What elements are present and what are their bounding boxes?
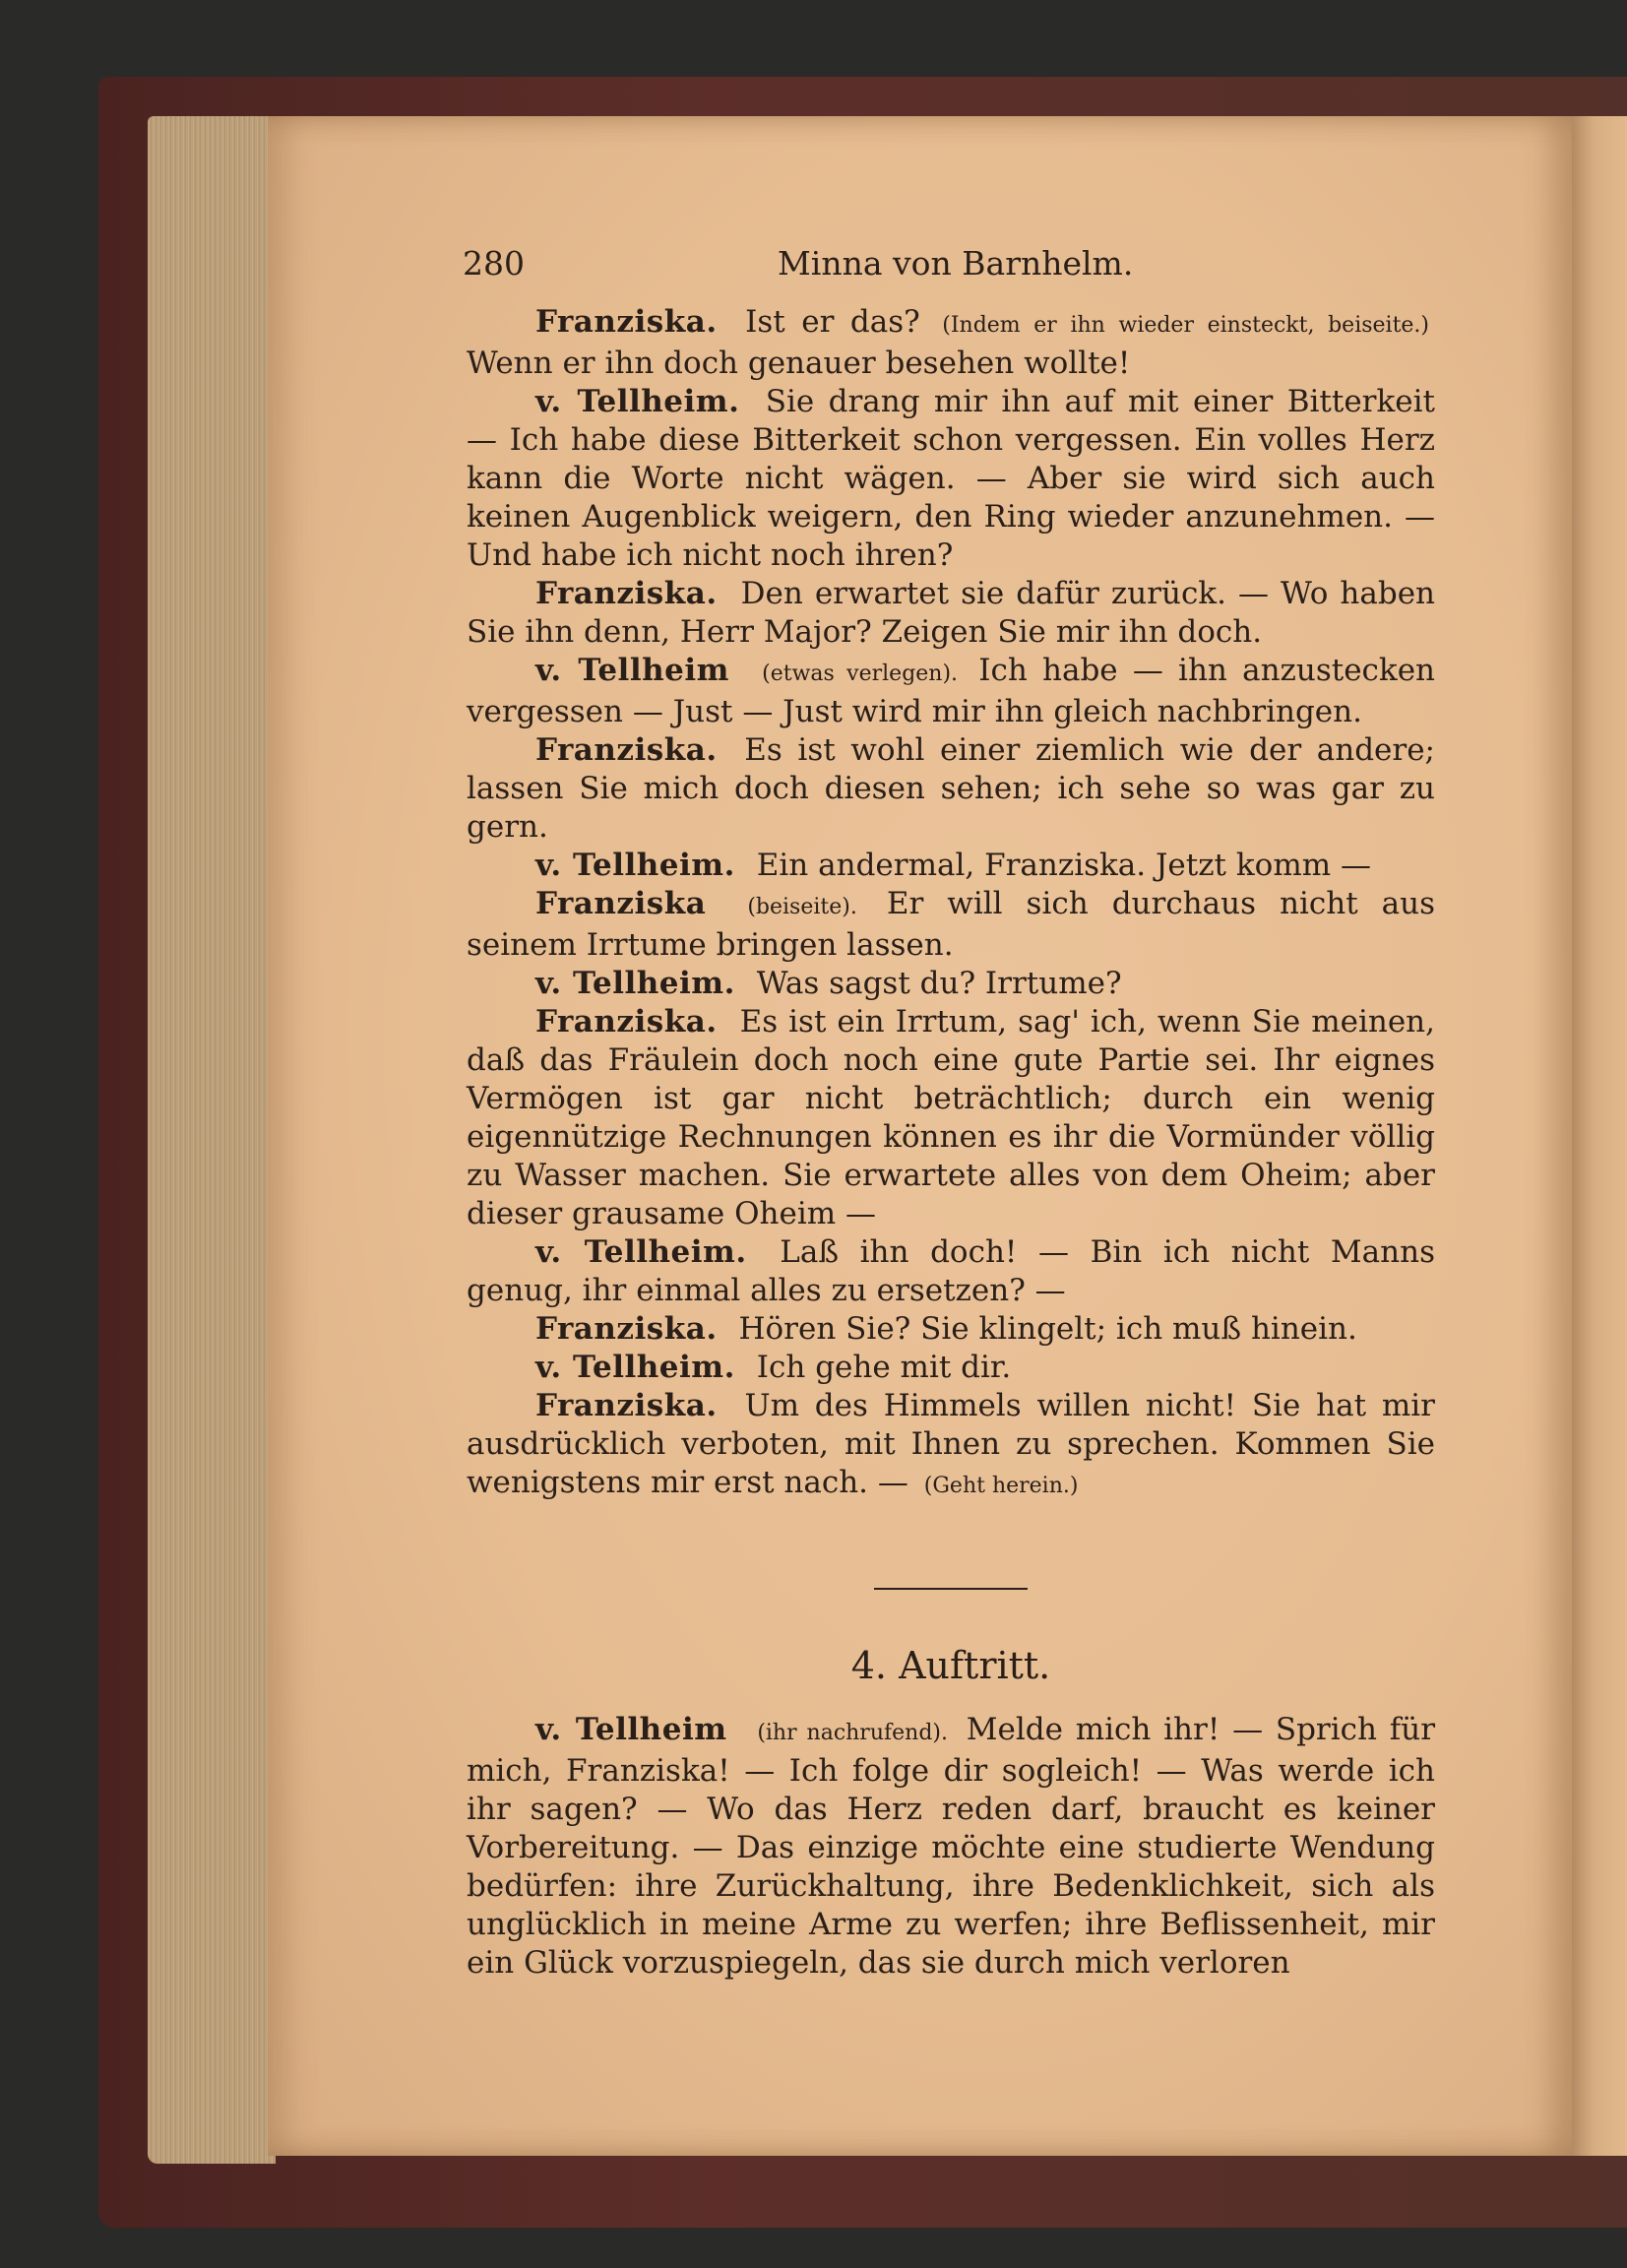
dialogue-text: Wenn er ihn doch genauer besehen wollte! <box>467 346 1131 381</box>
dialogue-paragraph <box>467 1711 1435 1983</box>
dialogue-text: Es ist wohl einer ziemlich wie der andere; lassen Sie mich doch diesen sehen; ich sehe so was gar zu gern. <box>467 732 1436 845</box>
dialogue-paragraph <box>467 965 1435 1003</box>
stage-direction: (beiseite). <box>747 895 857 919</box>
dialogue-text: Hören Sie? Sie klingelt; ich muß hinein. <box>738 1311 1357 1347</box>
dialogue-paragraph <box>467 1003 1435 1233</box>
speaker-name: v. Tellheim. <box>535 848 735 883</box>
section-divider <box>874 1588 1028 1590</box>
dialogue-paragraph <box>467 1233 1435 1310</box>
speaker-name: Franziska. <box>535 1311 718 1347</box>
dialogue-paragraph <box>467 1310 1435 1349</box>
dialogue-text: Sie drang mir ihn auf mit einer Bitterkeit — Ich habe diese Bitterkeit schon vergessen. Ein volles Herz kann die Worte nicht wägen. — Aber sie wird sich auch keinen Augenblick weigern, den Ring wieder anzunehmen. — Und habe ich nicht noch ihren? <box>467 384 1436 573</box>
dialogue-text: Ist er das? <box>745 304 920 340</box>
scene-heading: 4. Auftritt. <box>850 1644 1051 1687</box>
dialogue-text: Ich gehe mit dir. <box>756 1350 1012 1385</box>
speaker-name: v. Tellheim. <box>535 966 735 1001</box>
stage-direction: (ihr nachrufend). <box>757 1721 948 1745</box>
speaker-name: Franziska <box>535 886 707 921</box>
speaker-name: Franziska. <box>535 1388 718 1423</box>
dialogue-text: Ich habe — ihn anzustecken vergessen — Just — Just wird mir ihn gleich nachbringen. <box>467 653 1436 729</box>
dialogue-paragraph <box>467 1349 1435 1387</box>
speaker-name: Franziska. <box>535 732 718 768</box>
text-block <box>467 303 1435 1983</box>
dialogue-paragraph <box>467 1387 1435 1505</box>
speaker-name: v. Tellheim. <box>535 384 740 419</box>
stage-direction: (Geht herein.) <box>923 1474 1079 1498</box>
next-page-edge <box>1572 116 1627 2156</box>
dialogue-text: Den erwartet sie dafür zurück. — Wo haben Sie ihn denn, Herr Major? Zeigen Sie mir ihn doch. <box>467 576 1435 650</box>
dialogue-paragraph <box>467 383 1435 575</box>
speaker-name: v. Tellheim. <box>535 1234 747 1270</box>
dialogue-text: Laß ihn doch! — Bin ich nicht Manns genug, ihr einmal alles zu ersetzen? — <box>467 1234 1435 1308</box>
speaker-name: Franziska. <box>535 304 718 340</box>
dialogue-text: Was sagst du? Irrtume? <box>756 966 1122 1001</box>
dialogue-paragraph <box>467 847 1435 885</box>
dialogue-text: Melde mich ihr! — Sprich für mich, Franziska! — Ich folge dir sogleich! — Was werde ich ihr sagen? — Wo das Herz reden darf, braucht es keiner Vorbereitung. — Das einzige möchte eine studierte Wendung bedürfen: ihre Zurückhaltung, ihre Bedenklichkeit, sich als unglücklich in meine Arme zu werfen; ihre Beflissenheit, mir ein Glück vorzuspiegeln, das sie durch mich verloren <box>467 1712 1436 1981</box>
dialogue-paragraph <box>467 652 1435 731</box>
dialogue-paragraph <box>467 303 1435 383</box>
dialogue-paragraph <box>467 731 1435 847</box>
dialogue-paragraph <box>467 575 1435 652</box>
speaker-name: Franziska. <box>535 1004 718 1040</box>
stage-direction: (Indem er ihn wieder einsteckt, beiseite.) <box>942 313 1430 338</box>
dialogue-text: Es ist ein Irrtum, sag' ich, wenn Sie meinen, daß das Fräulein doch noch eine gute Partie sei. Ihr eignes Vermögen ist gar nicht beträchtlich; durch ein wenig eigennützige Rechnungen können es ihr die Vormünder völlig zu Wasser machen. Sie erwartete alles von dem Oheim; aber dieser grausame Oheim — <box>467 1004 1435 1231</box>
page-number: 280 <box>463 244 525 283</box>
dialogue-text: Um des Himmels willen nicht! Sie hat mir ausdrücklich verboten, mit Ihnen zu sprechen. Kommen Sie wenigstens mir erst nach. — <box>467 1388 1435 1500</box>
dialogue-paragraph <box>467 885 1435 965</box>
dialogue-text: Ein andermal, Franziska. Jetzt komm — <box>756 848 1371 883</box>
speaker-name: v. Tellheim <box>535 653 729 688</box>
dialogue-text: Er will sich durchaus nicht aus seinem Irrtume bringen lassen. <box>467 886 1436 963</box>
running-title: Minna von Barnhelm. <box>778 244 1134 283</box>
speaker-name: Franziska. <box>535 576 718 611</box>
speaker-name: v. Tellheim <box>535 1712 727 1747</box>
speaker-name: v. Tellheim. <box>535 1350 735 1385</box>
page-edges <box>148 116 276 2164</box>
stage-direction: (etwas verlegen). <box>762 662 959 686</box>
